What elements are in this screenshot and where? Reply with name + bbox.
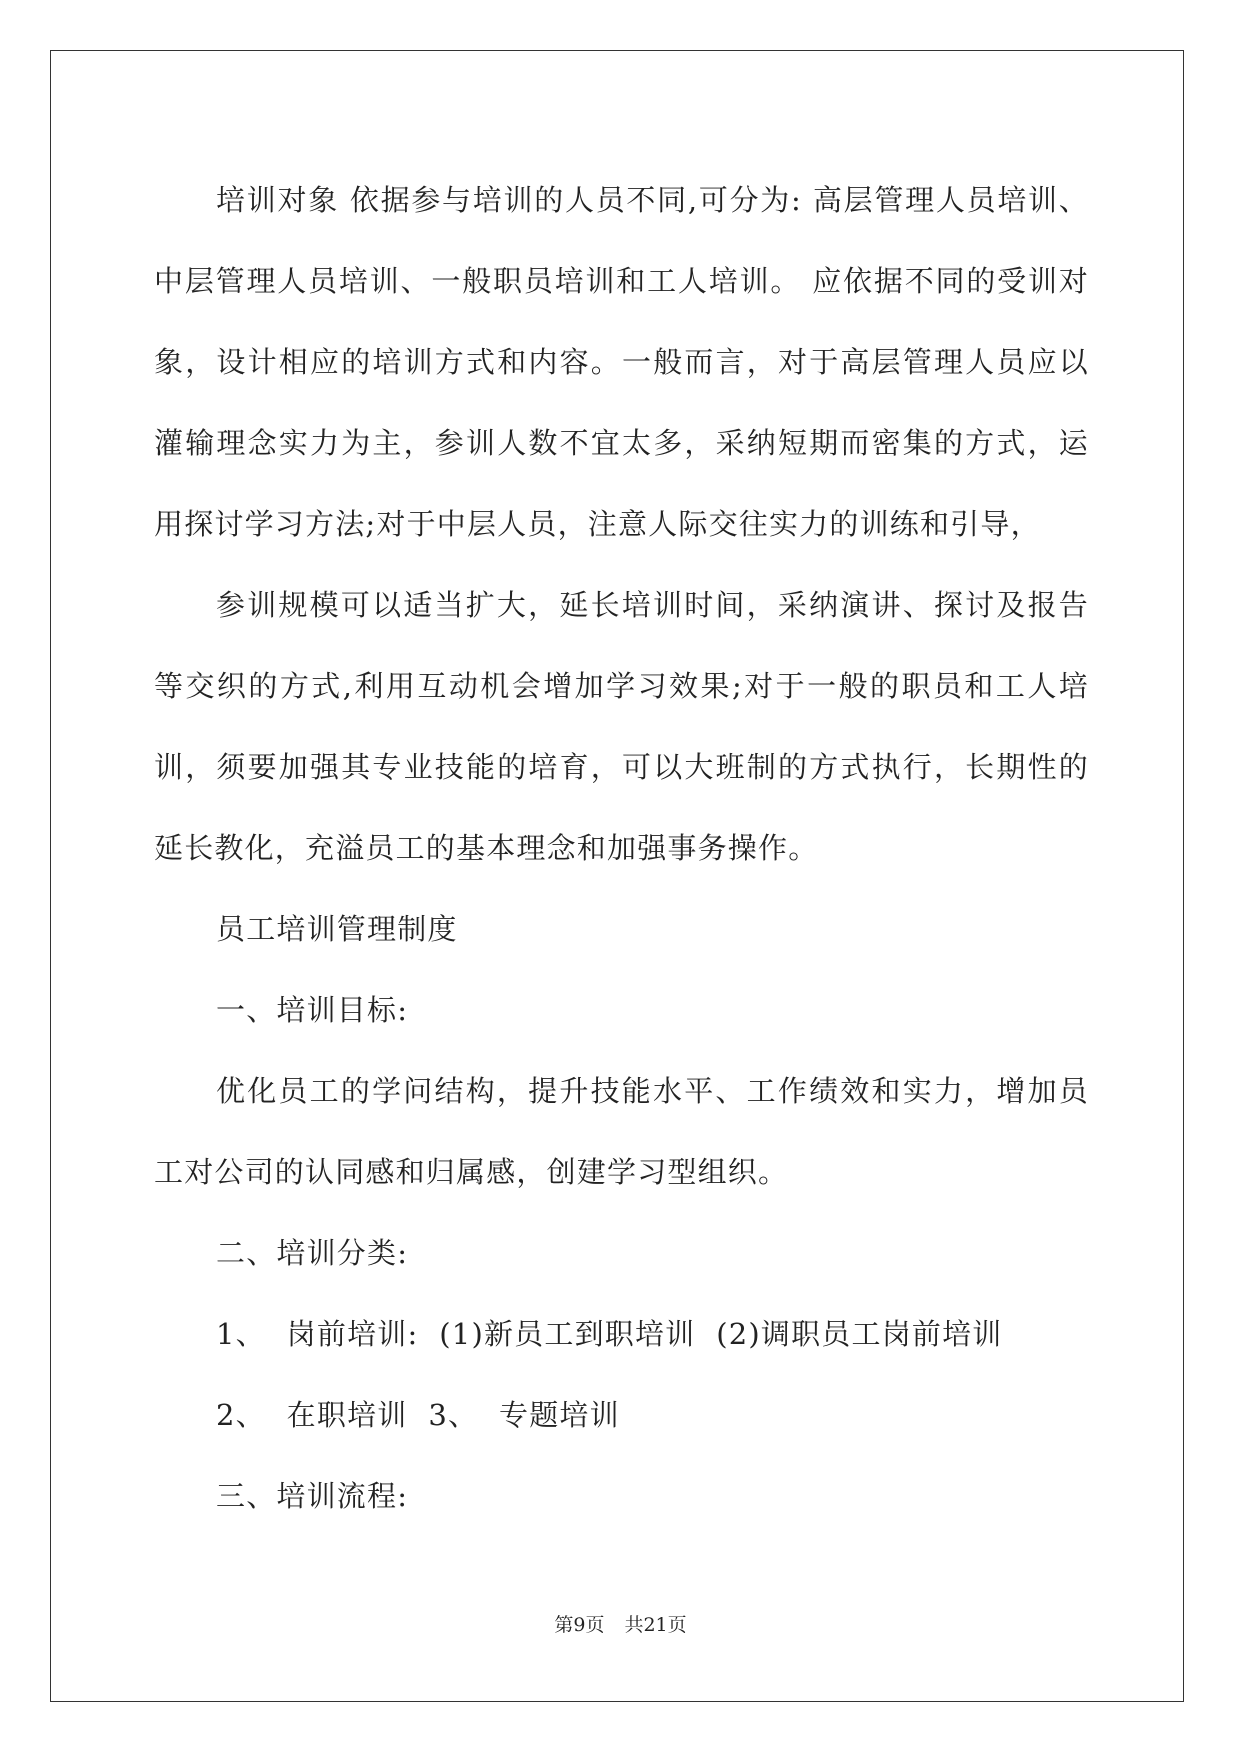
section-title: 员工培训管理制度 <box>216 912 458 946</box>
page-total: 共21页 <box>624 1614 687 1636</box>
heading-training-process: 三、培训流程: <box>216 1479 409 1513</box>
document-body <box>154 160 1089 1537</box>
page-number: 第9页 <box>554 1614 605 1636</box>
list-item-on-job-training: 2、 在职培训 3、 专题培训 <box>216 1398 620 1432</box>
paragraph-training-targets: 培训对象 依据参与培训的人员不同,可分为: 高层管理人员培训、中层管理人员培训、一般职员培训和工人培训。 应依据不同的受训对象，设计相应的培训方式和内容。一般而言，对于高层管理人员应以灌输理念实力为主，参训人数不宜太多，采纳短期而密集的方式，运用探讨学习方法;对于中层人员，注意人际交往实力的训练和引导， <box>154 183 1089 541</box>
list-item-pre-job-training: 1、 岗前培训: (1)新员工到职培训 (2)调职员工岗前培训 <box>216 1317 1003 1351</box>
heading-training-categories: 二、培训分类: <box>216 1236 409 1270</box>
heading-training-goals: 一、培训目标: <box>216 993 409 1027</box>
paragraph-training-scale: 参训规模可以适当扩大，延长培训时间，采纳演讲、探讨及报告等交织的方式,利用互动机会增加学习效果;对于一般的职员和工人培训，须要加强其专业技能的培育，可以大班制的方式执行，长期性的延长教化，充溢员工的基本理念和加强事务操作。 <box>154 588 1089 865</box>
paragraph-training-goals: 优化员工的学问结构，提升技能水平、工作绩效和实力，增加员工对公司的认同感和归属感，创建学习型组织。 <box>154 1074 1089 1189</box>
page-footer <box>0 1610 1241 1637</box>
